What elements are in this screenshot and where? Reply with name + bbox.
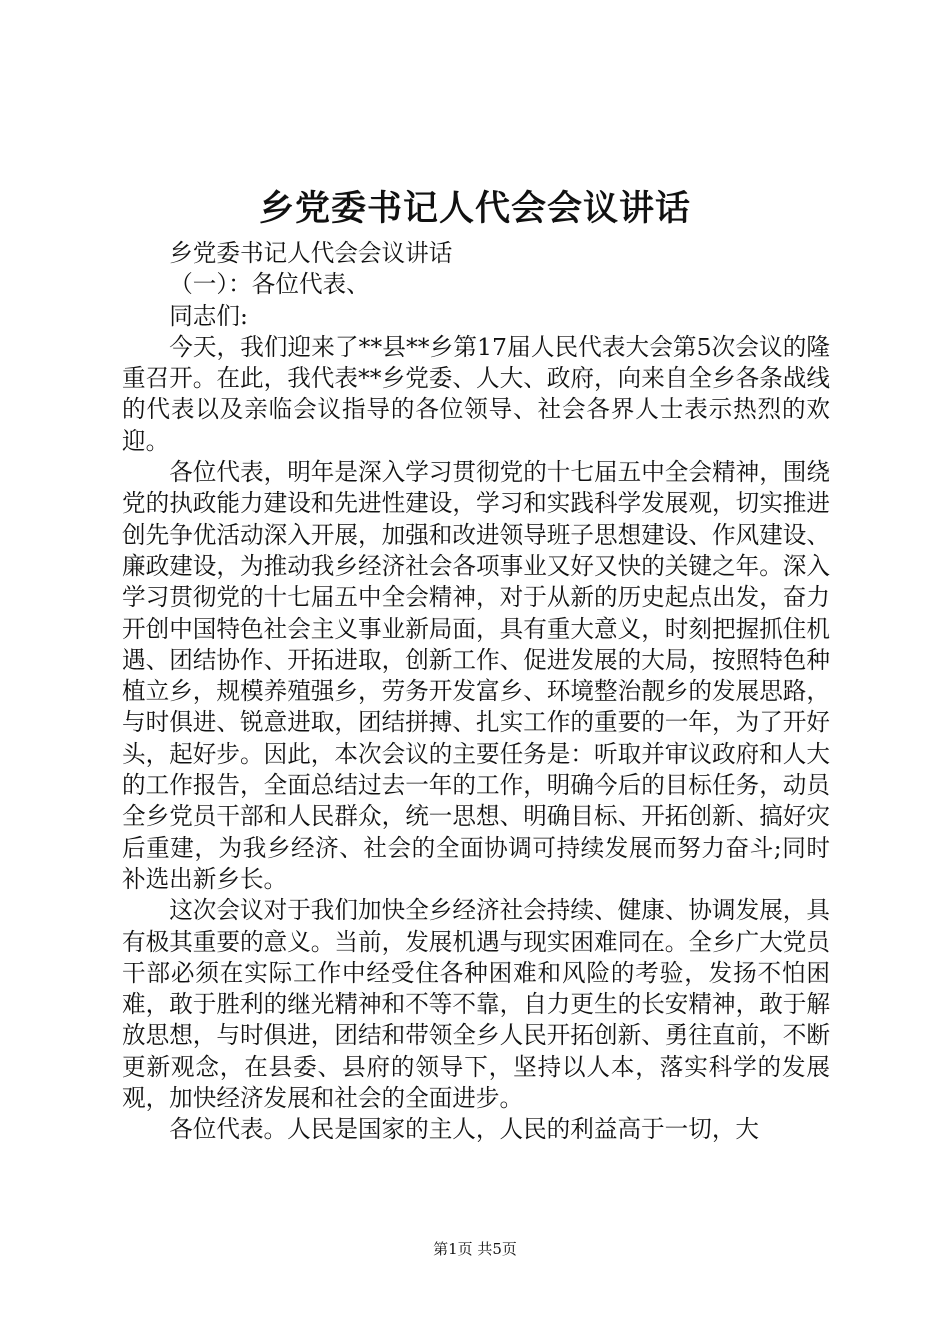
paragraph-welcome: 今天，我们迎来了**县**乡第17届人民代表大会第5次会议的隆重召开。在此，我代表**乡党委、人大、政府，向来自全乡各条战线的代表以及亲临会议指导的各位领导、社会各界人士表示热烈的欢迎。 xyxy=(122,332,830,455)
page-footer: 第1页 共5页 xyxy=(433,1240,517,1258)
paragraph-salutation: 同志们: xyxy=(169,301,248,330)
paragraph-people: 各位代表。人民是国家的主人，人民的利益高于一切，大 xyxy=(169,1115,760,1144)
document-body xyxy=(122,238,830,1146)
paragraph-significance: 这次会议对于我们加快全乡经济社会持续、健康、协调发展，具有极其重要的意义。当前，发展机遇与现实困难同在。全乡广大党员干部必须在实际工作中经受住各种困难和风险的考验，发扬不怕困难，敢于胜利的继光精神和不等不靠，自力更生的长安精神，敢于解放思想，与时俱进，团结和带领全乡人民开拓创新、勇往直前，不断更新观念，在县委、县府的领导下，坚持以人本，落实科学的发展观，加快经济发展和社会的全面进步。 xyxy=(122,896,830,1113)
paragraph-key-year: 各位代表，明年是深入学习贯彻党的十七届五中全会精神，围绕党的执政能力建设和先进性建设，学习和实践科学发展观，切实推进创先争优活动深入开展，加强和改进领导班子思想建设、作风建设、廉政建设，为推动我乡经济社会各项事业又好又快的关键之年。深入学习贯彻党的十七届五中全会精神，对于从新的历史起点出发，奋力开创中国特色社会主义事业新局面，具有重大意义，时刻把握抓住机遇、团结协作、开拓进取，创新工作、促进发展的大局，按照特色种植立乡，规模养殖强乡，劳务开发富乡、环境整治靓乡的发展思路，与时俱进、锐意进取，团结拼搏、扎实工作的重要的一年，为了开好头，起好步。因此，本次会议的主要任务是：听取并审议政府和人大的工作报告，全面总结过去一年的工作，明确今后的目标任务，动员全乡党员干部和人民群众，统一思想、明确目标、开拓创新、搞好灾后重建，为我乡经济、社会的全面协调可持续发展而努力奋斗;同时补选出新乡长。 xyxy=(122,458,830,893)
paragraph-subtitle: 乡党委书记人代会会议讲话 xyxy=(169,239,453,267)
paragraph-section-heading: （一）：各位代表、 xyxy=(169,270,370,299)
document-title: 乡党委书记人代会会议讲话 xyxy=(258,188,691,229)
